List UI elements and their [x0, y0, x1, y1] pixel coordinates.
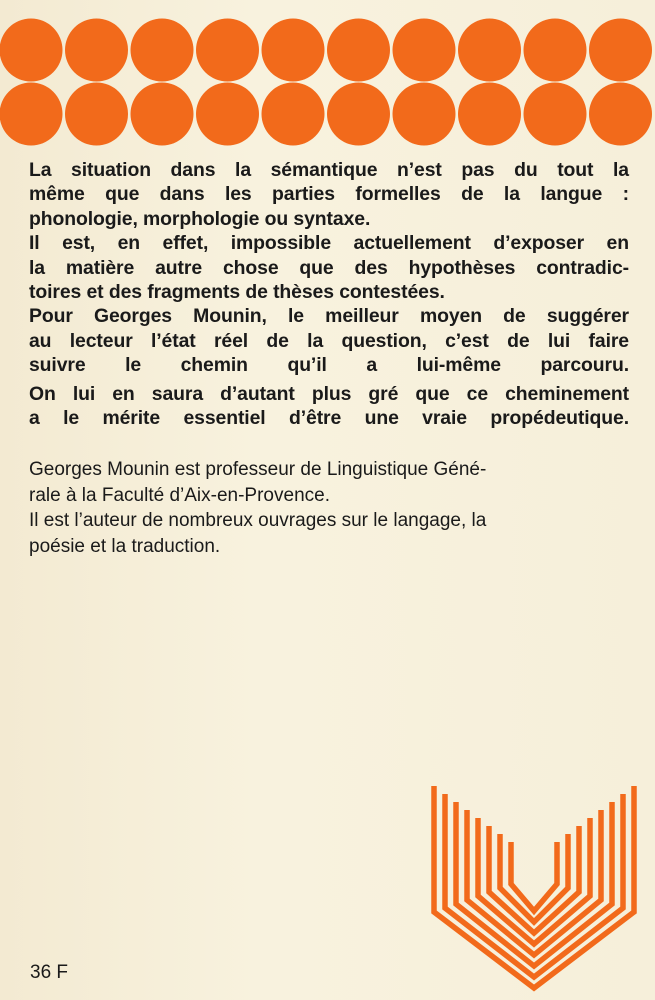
blurb-line: toires et des fragments de thèses contestées.: [29, 281, 445, 304]
orange-circle: [0, 83, 63, 146]
blurb-line: au lecteur l’état réel de la question, c’est de lui faire: [29, 329, 629, 352]
blurb-line: a le mérite essentiel d’être une vraie propédeutique.: [29, 407, 629, 430]
orange-circle: [589, 83, 652, 146]
orange-circle: [393, 83, 456, 146]
orange-circle: [262, 19, 325, 82]
author-bio: [29, 457, 629, 559]
bio-line: poésie et la traduction.: [29, 535, 221, 557]
orange-circle: [0, 19, 63, 82]
hexagon-publisher-logo: [430, 762, 638, 994]
orange-circle: [327, 83, 390, 146]
orange-circle: [131, 83, 194, 146]
orange-circle: [196, 83, 259, 146]
orange-circle: [589, 19, 652, 82]
orange-circle: [131, 19, 194, 82]
blurb-line: Pour Georges Mounin, le meilleur moyen de suggérer: [29, 305, 629, 328]
price-label: 36 F: [30, 962, 69, 983]
bio-line: Georges Mounin est professeur de Linguistique Géné-: [29, 459, 487, 480]
blurb-line: la matière autre chose que des hypothèses contradic-: [29, 256, 629, 279]
orange-circle: [65, 83, 128, 146]
orange-circle: [458, 19, 521, 82]
orange-circle: [524, 83, 587, 146]
orange-circle: [65, 19, 128, 82]
orange-circle: [458, 83, 521, 146]
orange-circle-pattern: [0, 0, 655, 160]
blurb-line: phonologie, morphologie ou syntaxe.: [29, 207, 371, 230]
orange-circle: [262, 83, 325, 146]
blurb-line: Il est, en effet, impossible actuellement d’exposer en: [29, 232, 629, 255]
blurb-line: On lui en saura d’autant plus gré que ce cheminement: [29, 382, 629, 405]
blurb-text: [29, 158, 629, 430]
logo-stroke: [511, 842, 557, 911]
orange-circle: [196, 19, 259, 82]
bio-line: Il est l’auteur de nombreux ouvrages sur le langage, la: [29, 510, 487, 531]
blurb-line: même que dans les parties formelles de la langue :: [29, 183, 629, 206]
blurb-line: suivre le chemin qu’il a lui-même parcouru.: [29, 354, 629, 377]
bio-line: rale à la Faculté d’Aix-en-Provence.: [29, 484, 330, 506]
logo-stroke: [445, 794, 623, 977]
orange-circle: [327, 19, 390, 82]
blurb-line: La situation dans la sémantique n’est pas du tout la: [29, 159, 629, 181]
orange-circle: [524, 19, 587, 82]
orange-circle: [393, 19, 456, 82]
